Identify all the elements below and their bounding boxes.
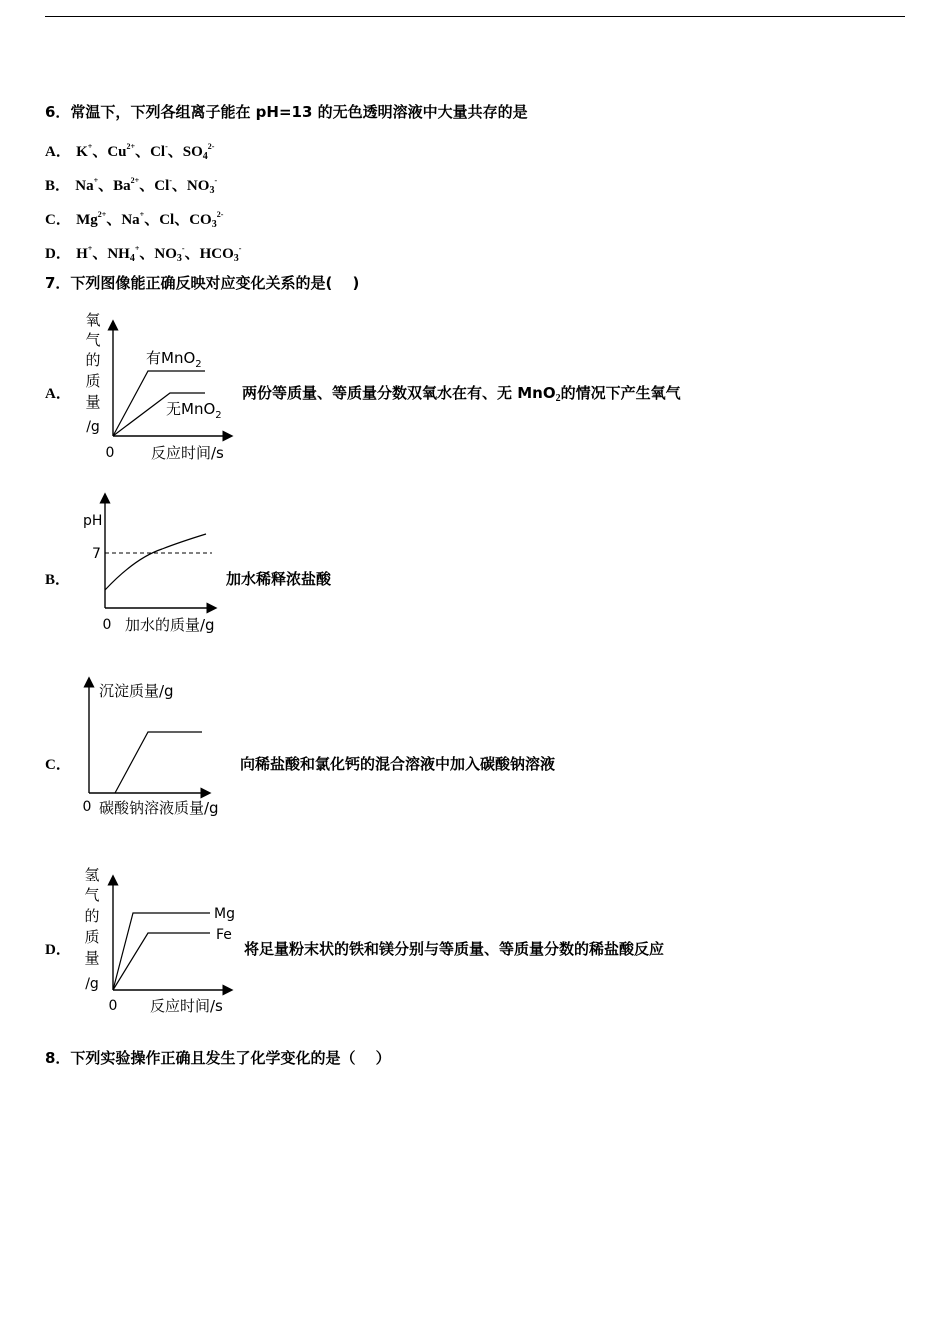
q7-option-a-graph (70, 305, 250, 470)
q7d-series-fe (113, 933, 210, 990)
q7d-series2-label: Fe (216, 927, 232, 943)
q7a-ylabel-char: 气 (85, 331, 101, 349)
ion-formula: 、$Ba^{2+}$ (98, 176, 140, 194)
q7c-xlabel: 碳酸钠溶液质量/g (99, 799, 219, 817)
ion-formula: 、$NO_3^-$ (139, 244, 185, 264)
q7b-xlabel: 加水的质量/g (125, 616, 215, 634)
q7-option-c-graph (70, 672, 250, 822)
q7d-ylabel-char: 的 (84, 907, 100, 925)
ion-formula: $Mg^{2+}$ (76, 210, 107, 228)
q7d-ylabel-char: 氢 (84, 866, 100, 884)
q7-option-d-desc: 将足量粉末状的铁和镁分别与等质量、等质量分数的稀盐酸反应 (244, 940, 665, 958)
q7-option-d-graph (70, 860, 250, 1020)
q7a-ylabel-char: 质 (85, 372, 101, 390)
q7-option-b-letter: B． (45, 572, 71, 588)
q7-option-a-desc: 两份等质量、等质量分数双氧水在有、无 MnO$_2$的情况下产生氧气 (242, 384, 681, 404)
q7d-ylabel (84, 866, 99, 992)
ion-formula: H+ (76, 244, 93, 262)
q7-option-c-desc: 向稀盐酸和氯化钙的混合溶液中加入碳酸钠溶液 (240, 755, 556, 773)
option-letter: B． (45, 178, 71, 194)
q7-option-a-letter: A． (45, 386, 71, 402)
q7-stem: 7．下列图像能正确反映对应变化关系的是( ) (45, 274, 360, 292)
q7d-series1-label: Mg (214, 906, 235, 922)
q7b-origin: 0 (102, 617, 112, 633)
ion-formula: 、$Cu^{2+}$ (92, 142, 136, 160)
q6-option-a (45, 137, 214, 167)
q7a-series2-label: 无MnO$_2$ (166, 400, 222, 421)
q7d-ylabel-char: /g (85, 976, 99, 992)
q7-option-d-letter: D． (45, 942, 71, 958)
ion-formula: 、$HCO_3^-$ (184, 244, 242, 264)
q7a-origin: 0 (105, 445, 115, 461)
q6-option-c (45, 205, 223, 235)
q7a-ylabel-char: 的 (85, 351, 101, 369)
q7d-ylabel-char: 气 (84, 886, 100, 904)
ion-formula: K+ (76, 142, 93, 160)
q7c-origin: 0 (82, 799, 92, 815)
q7b-ref-tick: 7 (92, 546, 101, 562)
q7-option-c-letter: C． (45, 757, 71, 773)
q7b-ylabel: pH (83, 513, 103, 529)
q7d-ylabel-char: 质 (84, 928, 100, 946)
option-letter: C． (45, 212, 71, 228)
q7c-series (115, 732, 202, 793)
q7a-ylabel (85, 311, 100, 435)
q7a-xlabel: 反应时间/s (151, 444, 224, 462)
q6-option-b (45, 171, 217, 201)
q7c-ylabel: 沉淀质量/g (99, 682, 174, 700)
q6-option-d (45, 239, 241, 269)
q7-option-b-desc: 加水稀释浓盐酸 (226, 570, 332, 588)
option-letter: D． (45, 246, 71, 262)
q7d-series-mg (113, 913, 210, 990)
option-letter: A． (45, 144, 71, 160)
ion-formula: 、Cl- (135, 142, 168, 160)
ion-formula: 、Na+ (106, 210, 145, 228)
q7a-ylabel-char: 氧 (85, 311, 101, 329)
header-rule (45, 16, 905, 17)
q7b-curve (105, 534, 206, 590)
ion-formula: 、$SO_4^{2-}$ (167, 142, 215, 162)
q7a-ylabel-char: /g (86, 419, 100, 435)
ion-formula: 、$NO_3^-$ (171, 176, 218, 196)
q7a-series1-label: 有MnO$_2$ (146, 349, 202, 370)
q7a-ylabel-char: 量 (85, 393, 101, 411)
q6-stem: 6．常温下，下列各组离子能在 pH=13 的无色透明溶液中大量共存的是 (45, 103, 528, 121)
q7d-xlabel: 反应时间/s (150, 997, 223, 1015)
q7d-origin: 0 (108, 998, 118, 1014)
q7-option-b-graph (70, 490, 240, 640)
ion-formula: Na+ (75, 176, 99, 194)
ion-formula: 、Cl- (139, 176, 172, 194)
q7d-ylabel-char: 量 (84, 949, 100, 967)
ion-formula: 、Cl、$CO_3^{2-}$ (144, 210, 224, 230)
ion-formula: 、$NH_4^+$ (92, 244, 140, 264)
q8-stem: 8．下列实验操作正确且发生了化学变化的是（ ） (45, 1049, 391, 1067)
